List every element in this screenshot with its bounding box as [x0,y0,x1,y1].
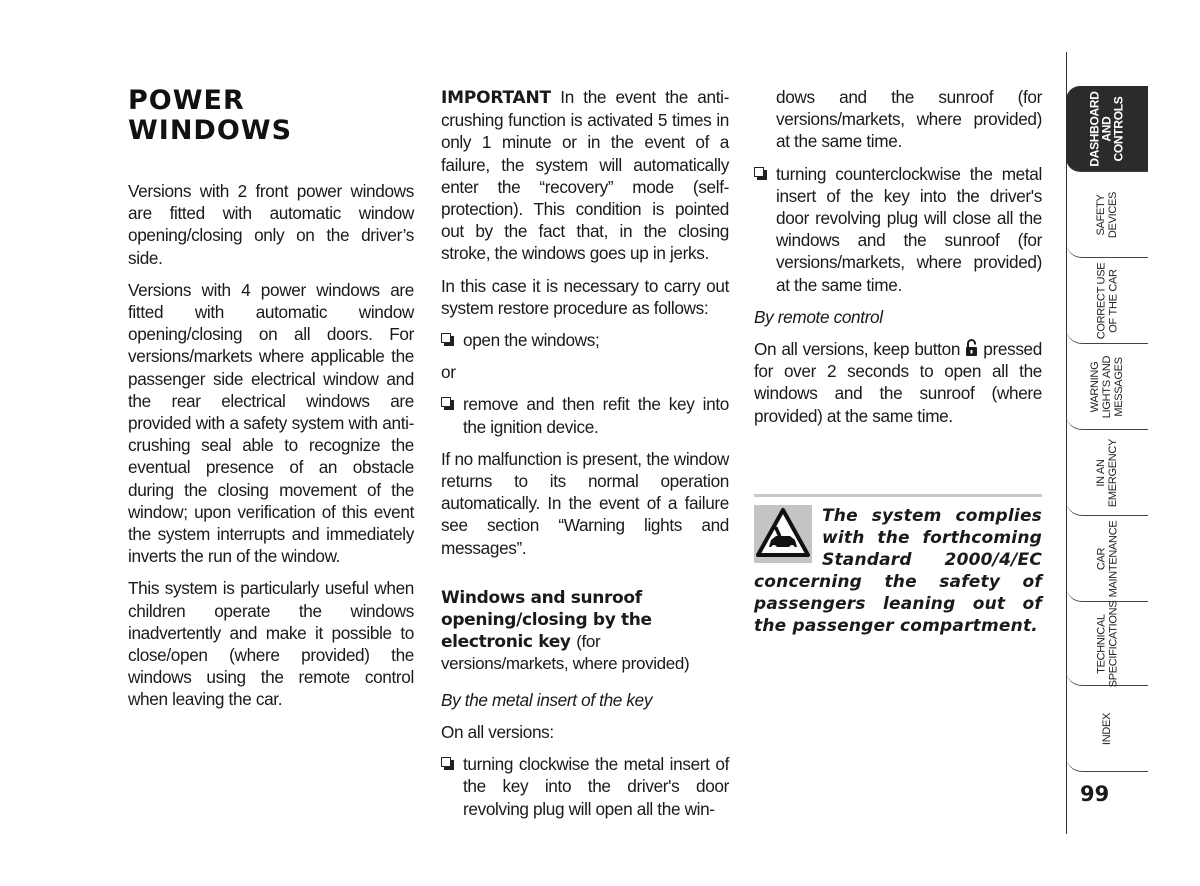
column-2 [441,86,729,830]
important-text: In the event the anti-crushing function is activated 5 times in only 1 minute or in the event of a failure, the system will automatically enter the “recovery” mode (self-protection). This condition is pointed out by the fact that, in the closing stroke, the windows goes up in jerks. [441,87,729,264]
car-warning-triangle-icon [754,505,812,563]
tab-technical-specifications[interactable]: TECHNICAL SPECIFICATIONS [1066,602,1148,686]
list-item: open the windows; [441,329,729,351]
page-number: 99 [1080,782,1110,806]
list-item: remove and then refit the key into the ignition device. [441,393,729,437]
tab-safety-devices[interactable]: SAFETY DEVICES [1066,172,1148,258]
continuation-text: dows and the sunroof (for versions/markets, where provided) at the same time. [776,87,1042,152]
subheading: By remote control [754,306,883,327]
tab-warning-lights[interactable]: WARNING LIGHTS AND MESSAGES [1066,344,1148,430]
tab-emergency[interactable]: IN AN EMERGENCY [1066,430,1148,516]
column-3 [754,86,1042,437]
paragraph: On all versions, keep button pressed for over 2 seconds to open all the windows and the sunroof (where provided) at the same time. [754,339,1042,426]
tab-correct-use[interactable]: CORRECT USE OF THE CAR [1066,258,1148,344]
paragraph: This system is particularly useful when children operate the windows inadvertently and make it possible to close/open (where provided) the windows using the remote control when leaving the car. [128,578,414,710]
paragraph: On all versions: [441,722,554,743]
tab-car-maintenance[interactable]: CAR MAINTENANCE [1066,516,1148,602]
paragraph: Versions with 2 front power windows are fitted with automatic window opening/closing only on the driver’s side. [128,181,414,268]
important-label: IMPORTANT [441,88,551,108]
tab-dashboard-and-controls[interactable]: DASHBOARD AND CONTROLS [1066,86,1148,172]
list-item: turning counterclockwise the metal insert of the key into the driver's door revolving plug will close all the windows and the sunroof (for versions/markets, where provided) at the same time. [754,163,1042,296]
warning-note [754,494,1042,637]
tab-index[interactable]: INDEX [1066,686,1148,772]
note-text: The system complies with the forthcoming Standard 2000/4/EC concerning the safety of passengers leaning out of the passenger compartment. [754,506,1042,636]
checkbox-bullet-icon [441,397,451,407]
subheading: By the metal insert of the key [441,689,653,710]
padlock-open-icon [965,339,978,357]
paragraph: In this case it is necessary to carry out system restore procedure as follows: [441,275,729,318]
paragraph: or [441,362,456,383]
list-item: turning clockwise the metal insert of the key into the driver's door revolving plug will open all the win- [441,753,729,820]
checkbox-bullet-icon [441,333,451,343]
checkbox-bullet-icon [754,167,764,177]
column-1 [128,86,414,721]
checkbox-bullet-icon [441,757,451,767]
paragraph: Versions with 4 power windows are fitted with automatic window opening/closing on all doors. For versions/markets where applicable the passenger side electrical window and the rear electrical windows are provided with a safety system with anti-crushing seal able to recognize the eventual presence of an obstacle during the closing movement of the window; upon verification of this event the system interrupts and immediately inverts the run of the window. [128,279,414,567]
important-paragraph [441,86,729,265]
paragraph: If no malfunction is present, the window returns to its normal operation automatically. In the event of a failure see section “Warning lights and messages”. [441,448,729,558]
section-heading: Windows and sunroof opening/closing by the electronic key (for versions/markets, where provided) [441,587,690,673]
page-title: POWER WINDOWS [128,85,293,146]
